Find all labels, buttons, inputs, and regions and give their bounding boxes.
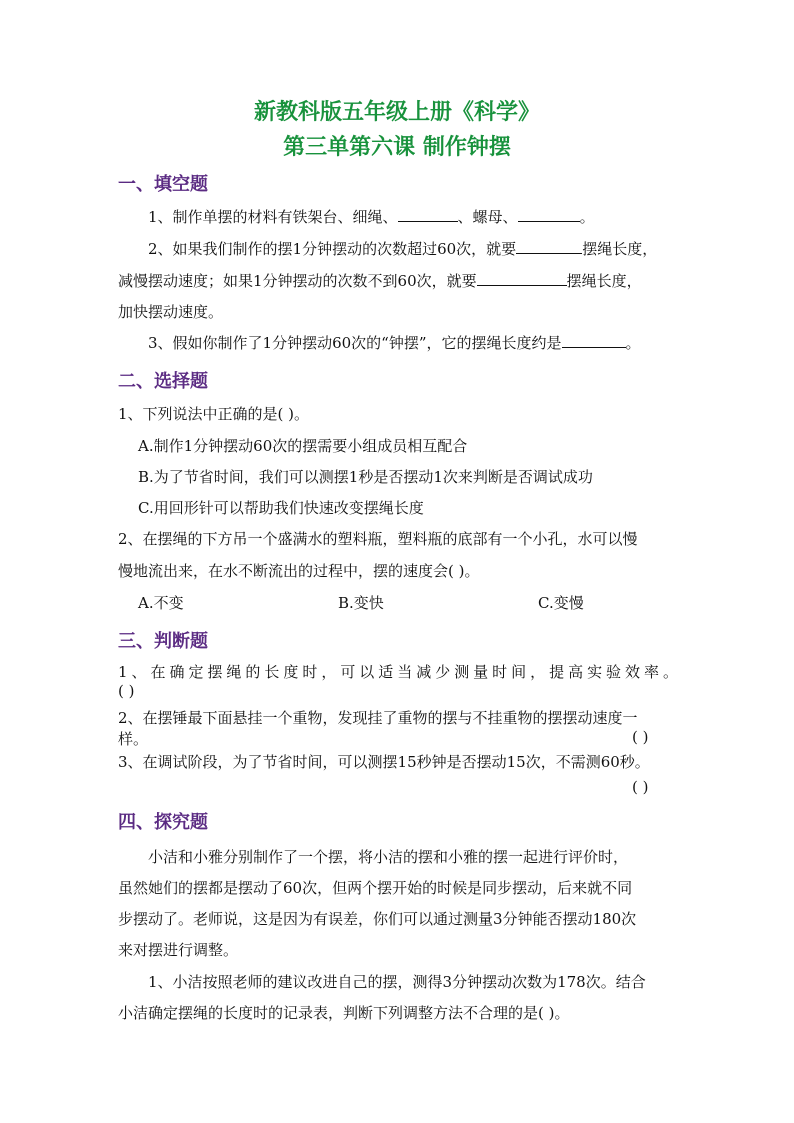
answer-blank[interactable]: [516, 239, 582, 254]
answer-blank[interactable]: [477, 271, 567, 286]
title-line-2: 第三单第六课 制作钟摆: [283, 135, 511, 160]
explore-paragraph-line-3: 步摆动了。老师说，这是因为有误差，你们可以通过测量3分钟能否摆动180次: [118, 910, 637, 928]
fill-question-2-line-1: 2、如果我们制作的摆1分钟摆动的次数超过60次，就要 摆绳长度，: [148, 240, 658, 258]
answer-blank[interactable]: [398, 207, 458, 222]
section-heading-explore: 四、探究题: [118, 812, 208, 833]
fill-question-2-line-3: 加快摆动速度。: [118, 303, 224, 321]
judge-question-2-line-1: 2、在摆锤最下面悬挂一个重物，发现挂了重物的摆与不挂重物的摆摆动速度一: [118, 709, 638, 727]
choice-option-b[interactable]: B.变快: [338, 594, 384, 612]
judge-question-3-line-1: 3、在调试阶段，为了节省时间，可以测摆15秒钟是否摆动15次，不需测60秒。: [118, 753, 650, 771]
section-heading-fill: 一、填空题: [118, 174, 208, 195]
explore-question-1-line-2: 小洁确定摆绳的长度时的记录表，判断下列调整方法不合理的是( )。: [118, 1004, 570, 1022]
choice-option-b[interactable]: B.为了节省时间，我们可以测摆1秒是否摆动1次来判断是否调试成功: [138, 468, 593, 486]
section-heading-choice: 二、选择题: [118, 371, 208, 392]
judge-question-2-line-2: 样。: [118, 730, 149, 748]
answer-blank[interactable]: [518, 207, 580, 222]
judge-answer-paren[interactable]: ( ): [632, 778, 649, 796]
section-heading-judge: 三、判断题: [118, 631, 208, 652]
fill-question-1: 1、制作单摆的材料有铁架台、细绳、 、螺母、 。: [148, 208, 595, 226]
judge-answer-paren[interactable]: ( ): [118, 682, 135, 700]
choice-option-c[interactable]: C.变慢: [538, 594, 584, 612]
title-line-1: 新教科版五年级上册《科学》: [253, 100, 540, 125]
fill-question-2-line-2: 减慢摆动速度；如果1分钟摆动的次数不到60次，就要 摆绳长度，: [118, 272, 642, 290]
judge-answer-paren[interactable]: ( ): [632, 728, 649, 746]
choice-option-c[interactable]: C.用回形针可以帮助我们快速改变摆绳长度: [138, 499, 424, 517]
choice-question-2-line-1: 2、在摆绳的下方吊一个盛满水的塑料瓶，塑料瓶的底部有一个小孔，水可以慢: [118, 530, 638, 548]
choice-question-1: 1、下列说法中正确的是( )。: [118, 405, 310, 423]
explore-paragraph-line-4: 来对摆进行调整。: [118, 941, 239, 959]
explore-paragraph-line-1: 小洁和小雅分别制作了一个摆，将小洁的摆和小雅的摆一起进行评价时，: [148, 848, 629, 866]
choice-option-a[interactable]: A.制作1分钟摆动60次的摆需要小组成员相互配合: [138, 437, 468, 455]
answer-blank[interactable]: [562, 333, 626, 348]
fill-question-3: 3、假如你制作了1分钟摆动60次的“钟摆”，它的摆绳长度约是 。: [148, 334, 641, 352]
judge-question-1-line-1: 1、在确定摆绳的长度时，可以适当减少测量时间，提高实验效率。: [118, 663, 678, 681]
choice-question-2-line-2: 慢地流出来，在水不断流出的过程中，摆的速度会( )。: [118, 562, 480, 580]
explore-paragraph-line-2: 虽然她们的摆都是摆动了60次，但两个摆开始的时候是同步摆动，后来就不同: [118, 879, 633, 897]
explore-question-1-line-1: 1、小洁按照老师的建议改进自己的摆，测得3分钟摆动次数为178次。结合: [148, 973, 646, 991]
choice-option-a[interactable]: A.不变: [138, 594, 184, 612]
